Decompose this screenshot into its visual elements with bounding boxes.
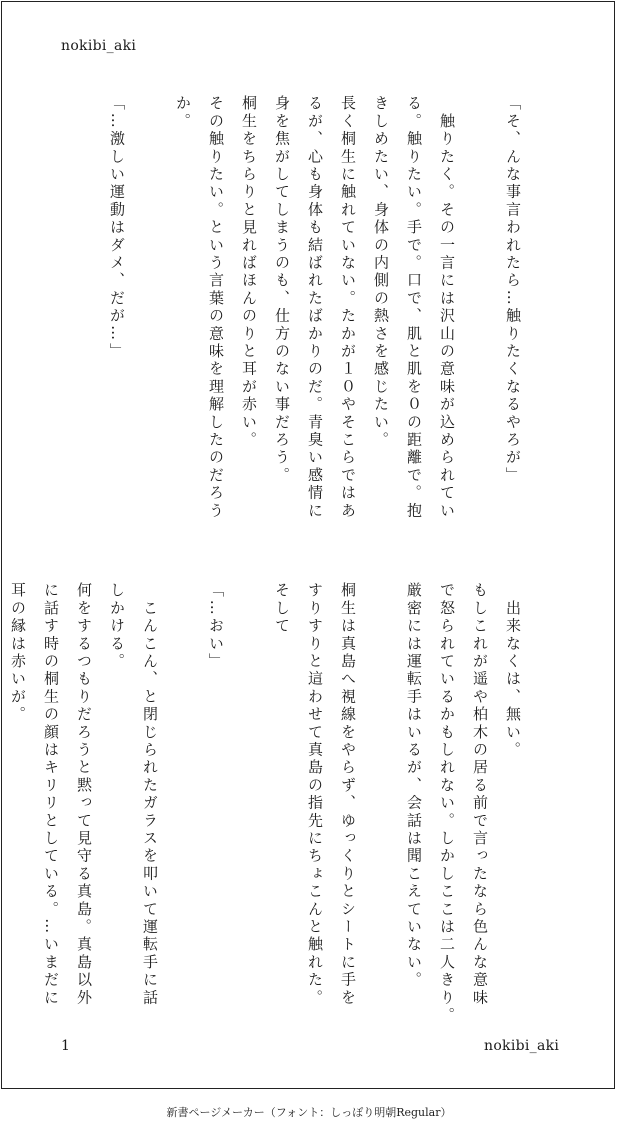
text-column: 桐生は真島へ視線をやらず、ゆっくりとシートに手を bbox=[339, 582, 357, 1007]
text-column: 出来なくは、無い。 bbox=[504, 582, 522, 759]
text-column: きしめたい、身体の内側の熱さを感じたい。 bbox=[372, 95, 390, 449]
text-column: か。 bbox=[174, 95, 192, 131]
text-column: 厳密には運転手はいるが、会話は聞こえていない。 bbox=[405, 582, 423, 990]
text-column: 触りたく。その一言には沢山の意味が込められてい bbox=[438, 95, 456, 520]
text-column bbox=[232, 582, 265, 1012]
text-column: 桐生をちらりと見ればほんのりと耳が赤い。 bbox=[240, 95, 258, 449]
lower-text-block bbox=[1, 582, 529, 1025]
text-column: る。触りたい。手で。口で、肌と肌を０の距離で。抱 bbox=[405, 95, 423, 520]
text-column: もしこれが遥や柏木の居る前で言ったなら色んな意味 bbox=[471, 582, 489, 1007]
text-column: で怒られているかもしれない。しかしここは二人きり。 bbox=[438, 582, 456, 1025]
text-column bbox=[364, 582, 397, 1012]
text-column: 身を焦がしてしまうのも、仕方のない事だろう。 bbox=[273, 95, 291, 485]
upper-text-block bbox=[100, 95, 529, 525]
generator-caption: 新書ページメーカー（フォント：しっぽり明朝Regular） bbox=[166, 1106, 452, 1119]
text-column: しかける。 bbox=[108, 582, 126, 671]
text-column: こんこん、と閉じられたガラスを叩いて運転手に話 bbox=[141, 582, 159, 1007]
text-column: 何をするつもりだろうと黙って見守る真島。真島以外 bbox=[75, 582, 93, 1007]
novel-page bbox=[1, 1, 615, 1089]
header-author: nokibi_aki bbox=[61, 38, 137, 54]
text-column: るが、心も身体も結ばれたばかりのだ。青臭い感情に bbox=[306, 95, 324, 520]
text-column: そして bbox=[273, 582, 291, 636]
text-column: その触りたい。という言葉の意味を理解したのだろう bbox=[207, 95, 225, 520]
text-column: 「…おい」 bbox=[207, 582, 225, 671]
text-column: 長く桐生に触れていない。たかが１０やそこらではあ bbox=[339, 95, 357, 520]
text-column: すりすりと這わせて真島の指先にちょこんと触れた。 bbox=[306, 582, 324, 1007]
text-column: に話す時の桐生の顔はキリリとしている。…いまだに bbox=[42, 582, 60, 1007]
text-column bbox=[133, 95, 166, 525]
page-number: 1 bbox=[61, 1038, 70, 1054]
footer-author: nokibi_aki bbox=[484, 1038, 560, 1054]
text-column bbox=[463, 95, 496, 525]
text-column: 「そ、んな事言われたら…触りたくなるやろが」 bbox=[504, 95, 522, 485]
text-column bbox=[166, 582, 199, 1012]
text-column: 「…激しい運動はダメ、だが…」 bbox=[108, 95, 126, 361]
text-column: 耳の縁は赤いが。 bbox=[9, 582, 27, 724]
